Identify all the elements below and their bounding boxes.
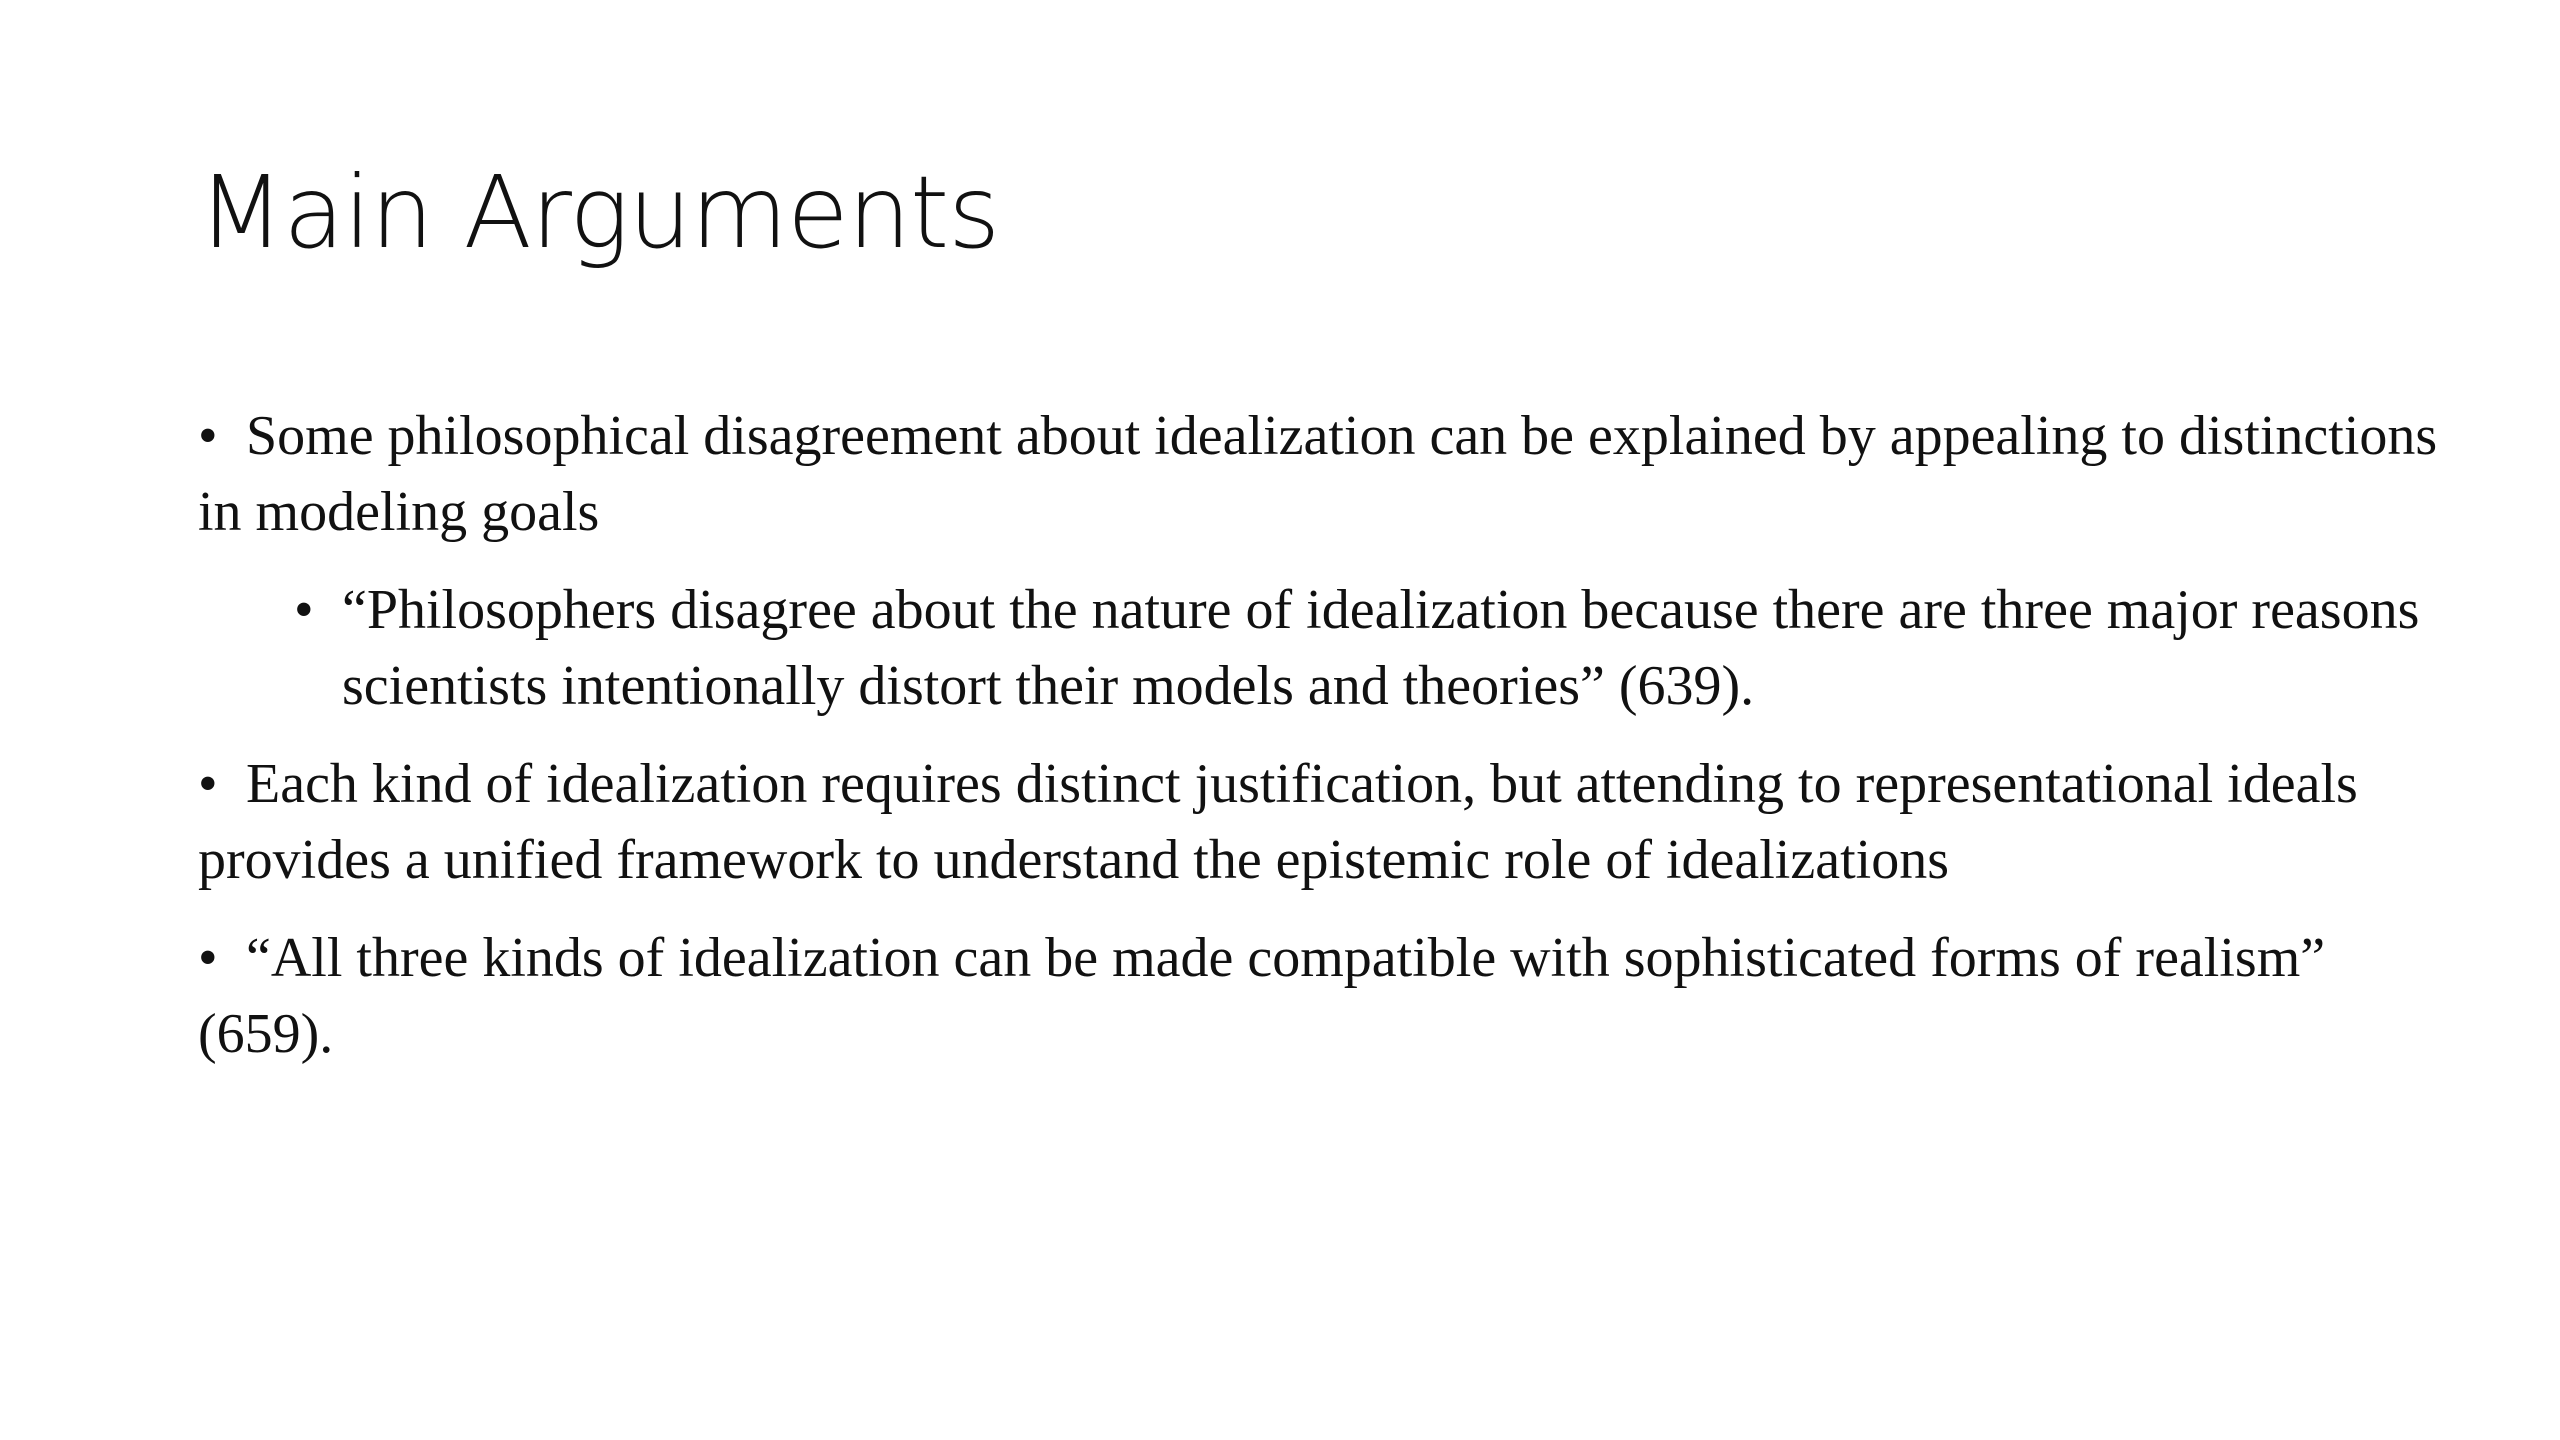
bullet-item: [198, 398, 2448, 550]
bullet-marker: •: [198, 927, 218, 989]
bullet-text: “All three kinds of idealization can be made compatible with sophisticated forms of realism” (659).: [198, 927, 2326, 1065]
bullet-marker: •: [294, 579, 314, 641]
bullet-item: [198, 920, 2448, 1072]
bullet-text: Each kind of idealization requires distinct justification, but attending to representational ideals provides a unified framework to understand the epistemic role of idealizations: [198, 753, 2358, 891]
bullet-text: Some philosophical disagreement about idealization can be explained by appealing to distinctions in modeling goals: [198, 405, 2438, 543]
bullet-item: [198, 746, 2448, 898]
bullet-marker: •: [198, 753, 218, 815]
slide-title: Main Arguments: [198, 154, 1000, 271]
slide-body: [198, 398, 2448, 1094]
bullet-text: “Philosophers disagree about the nature of idealization because there are three major reasons scientists intentionally distort their models and theories” (639).: [342, 579, 2420, 717]
sub-bullet-item: [294, 572, 2448, 724]
bullet-marker: •: [198, 405, 218, 467]
